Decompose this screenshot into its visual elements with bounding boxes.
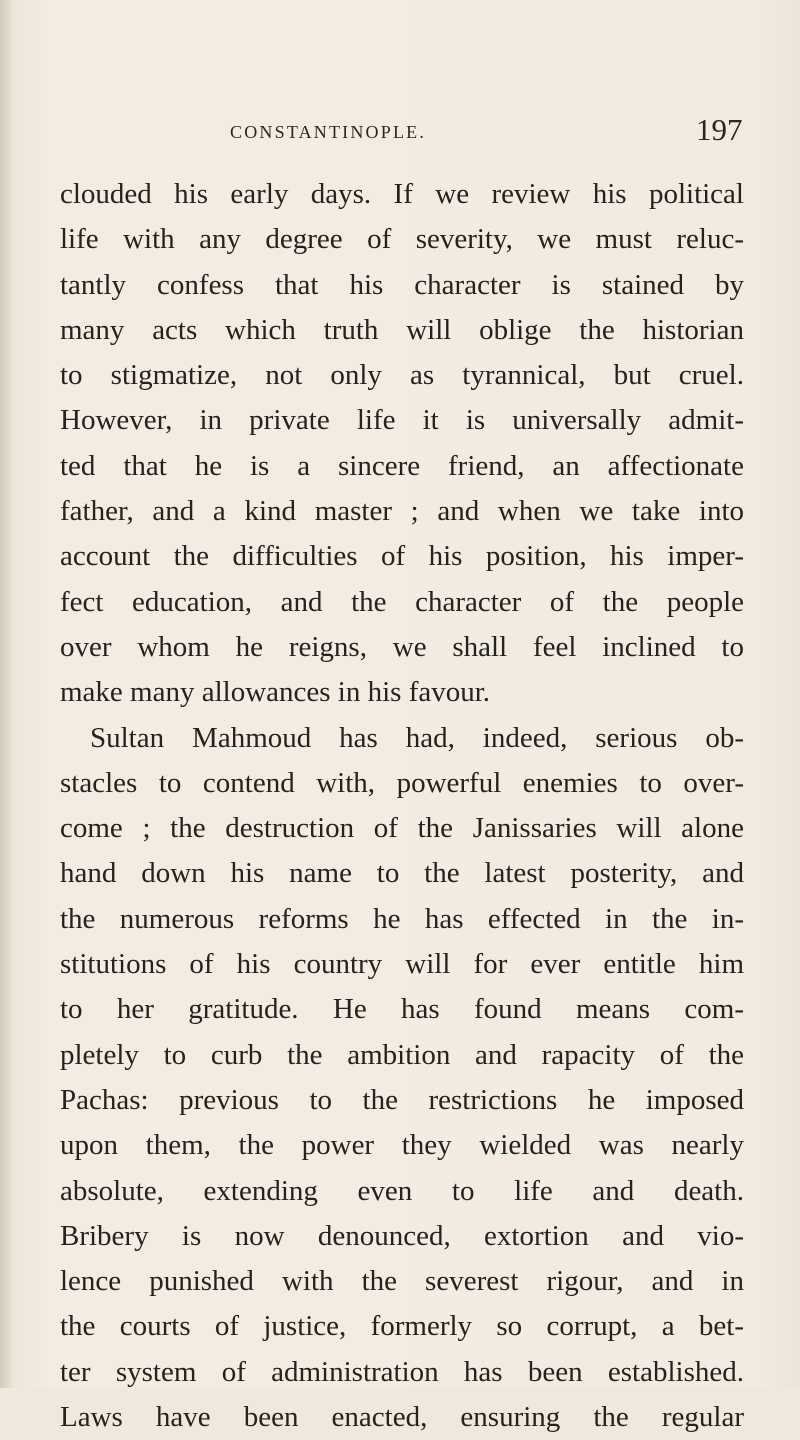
body-text	[60, 172, 744, 1440]
text-line: Pachas: previous to the restrictions he imposed	[60, 1083, 744, 1116]
text-line: Sultan Mahmoud has had, indeed, serious ob-	[90, 721, 744, 754]
page-header	[0, 112, 800, 152]
text-line: make many allowances in his favour.	[60, 676, 491, 709]
text-line: However, in private life it is universally admit-	[60, 404, 744, 437]
text-line: stacles to contend with, powerful enemies to over-	[60, 766, 744, 799]
text-line: Laws have been enacted, ensuring the regular	[60, 1401, 744, 1434]
text-line: fect education, and the character of the people	[60, 585, 744, 618]
running-head: CONSTANTINOPLE.	[230, 122, 427, 142]
text-line: tantly confess that his character is stained by	[60, 268, 744, 301]
text-line: father, and a kind master ; and when we take into	[60, 495, 744, 528]
page-edge-shadow	[0, 0, 14, 1388]
text-line: lence punished with the severest rigour, and in	[60, 1265, 744, 1298]
text-line: ted that he is a sincere friend, an affectionate	[60, 449, 744, 482]
text-line: clouded his early days. If we review his political	[60, 178, 744, 210]
text-line: hand down his name to the latest posterity, and	[60, 857, 744, 890]
text-line: pletely to curb the ambition and rapacity of the	[60, 1038, 744, 1071]
text-line: life with any degree of severity, we must reluc-	[60, 223, 744, 256]
text-line: over whom he reigns, we shall feel inclined to	[60, 630, 744, 663]
page-number: 197	[696, 112, 743, 147]
text-line: many acts which truth will oblige the historian	[60, 313, 744, 346]
text-line: Bribery is now denounced, extortion and vio-	[60, 1219, 744, 1252]
text-line: absolute, extending even to life and death.	[60, 1174, 744, 1207]
text-line: come ; the destruction of the Janissaries will alone	[60, 812, 744, 845]
text-line: the numerous reforms he has effected in the in-	[60, 902, 744, 935]
text-line: to her gratitude. He has found means com-	[60, 993, 744, 1026]
text-line: to stigmatize, not only as tyrannical, but cruel.	[60, 359, 744, 392]
text-line: the courts of justice, formerly so corrupt, a bet-	[60, 1310, 744, 1343]
text-line: upon them, the power they wielded was nearly	[60, 1129, 744, 1162]
text-line: account the difficulties of his position, his imper-	[60, 540, 744, 573]
text-line: ter system of administration has been established.	[60, 1355, 744, 1388]
text-line: stitutions of his country will for ever entitle him	[60, 948, 744, 981]
